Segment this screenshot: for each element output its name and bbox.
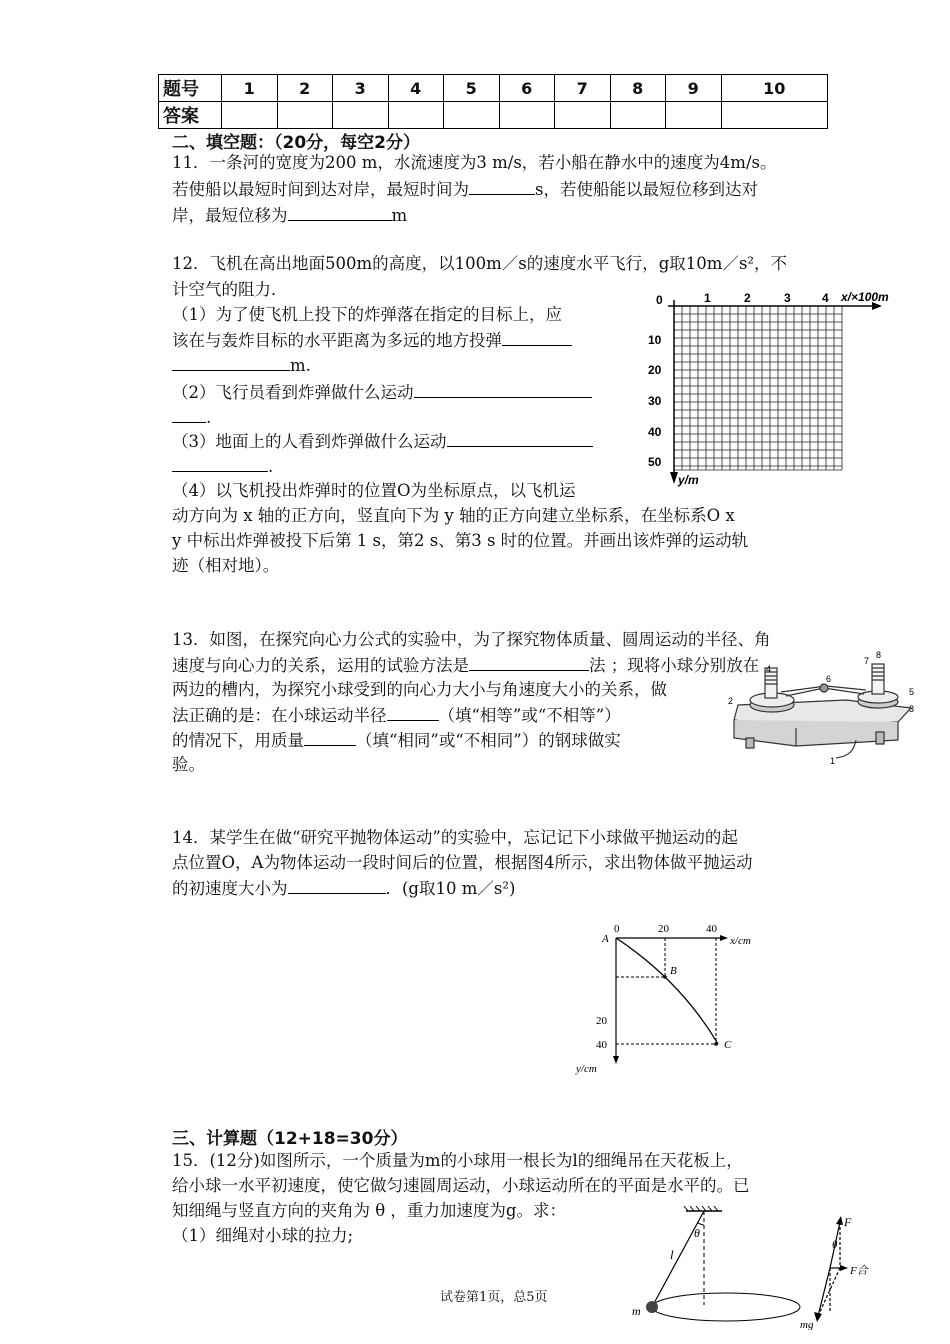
- apparatus-label: 2: [728, 696, 734, 706]
- pendulum-mass: m: [632, 1304, 641, 1318]
- answer-table-header-row: [159, 75, 828, 102]
- answer-cell[interactable]: [444, 102, 500, 129]
- apparatus-label: 8: [876, 650, 882, 660]
- q15-line3: 知细绳与竖直方向的夹角为 θ ，重力加速度为g。求：: [172, 1201, 566, 1220]
- answer-cell[interactable]: [388, 102, 444, 129]
- q12-blank-pilot-b[interactable]: [172, 404, 206, 423]
- q13-line6: 验。: [172, 755, 205, 774]
- graph-point-c: C: [724, 1039, 732, 1051]
- q11-text: s，若使船能以最短位移到达对: [535, 180, 758, 199]
- q13-text: 法正确的是：在小球运动半径: [172, 706, 387, 725]
- q13-text: 的情况下，用质量: [172, 731, 304, 750]
- q11-text: 岸，最短位移为: [172, 206, 288, 225]
- q12-text: （2）飞行员看到炸弹做什么运动: [172, 383, 414, 402]
- q12-blank-ground-b[interactable]: [172, 453, 268, 472]
- pendulum-ball: [646, 1301, 658, 1313]
- q11-blank-displacement[interactable]: [288, 202, 392, 221]
- question-number-cell: 7: [555, 75, 611, 102]
- pendulum-angle: θ: [694, 1226, 700, 1240]
- section-2-title: 二、填空题：（20分，每空2分）: [172, 133, 420, 153]
- force-mg-arrow-icon: [814, 1312, 822, 1322]
- q11-line2: [172, 176, 758, 203]
- q13-line4: [172, 702, 621, 729]
- grid-y-tick: 20: [648, 363, 662, 377]
- answer-cell[interactable]: [555, 102, 611, 129]
- question-number-cell: 1: [222, 75, 278, 102]
- q13-text: 速度与向心力的关系，运用的试验方法是: [172, 656, 469, 675]
- graph-point-b: B: [670, 965, 677, 977]
- graph-x-tick: 40: [706, 923, 717, 935]
- q13-line5: [172, 727, 621, 754]
- graph-y-tick: 20: [596, 1015, 607, 1027]
- q12-text: .: [268, 457, 274, 476]
- q13-line3: 两边的槽内，为探究小球受到的向心力大小与角速度大小的关系，做: [172, 680, 667, 699]
- q12-text: m.: [290, 356, 311, 375]
- section-3-title: 三、计算题（12+18=30分）: [172, 1129, 408, 1149]
- q12-blank-distance-a[interactable]: [502, 327, 572, 346]
- q12-line1: 12．飞机在高出地面500m的高度，以100m／s的速度水平飞行，g取10m／s²，不: [172, 254, 788, 273]
- q11-blank-time[interactable]: [469, 176, 535, 195]
- force-f-label: F: [844, 1215, 852, 1229]
- q12-blank-distance-b[interactable]: [172, 352, 290, 371]
- question-number-cell: 5: [444, 75, 500, 102]
- graph-x-arrow-icon: [720, 935, 728, 941]
- q12-p4a: （4）以飞机投出炸弹时的位置O为坐标原点，以飞机运: [172, 481, 576, 500]
- q11-text: 若使船以最短时间到达对岸，最短时间为: [172, 180, 469, 199]
- q14-text: 的初速度大小为: [172, 879, 288, 898]
- q15-line4: （1）细绳对小球的拉力;: [172, 1226, 354, 1245]
- grid-x-label: x/×100m: [841, 290, 889, 304]
- q15-line2: 给小球一水平初速度，使它做匀速圆周运动，小球运动所在的平面是水平的。已: [172, 1176, 750, 1195]
- force-angle-label: θ: [832, 1239, 838, 1251]
- grid-y-tick: 10: [648, 333, 662, 347]
- answer-cell[interactable]: [499, 102, 555, 129]
- graph-y-arrow-icon: [613, 1056, 619, 1064]
- answer-cell[interactable]: [610, 102, 666, 129]
- q14-line1: 14．某学生在做“研究平抛物体运动”的实验中，忘记记下小球做平抛运动的起: [172, 828, 738, 847]
- q13-blank-method[interactable]: [469, 652, 589, 671]
- force-mg-label: mg: [800, 1319, 814, 1330]
- q13-line1: 13．如图，在探究向心力公式的实验中，为了探究物体质量、圆周运动的半径、角: [172, 630, 771, 649]
- force-net-arrow-icon: [840, 1265, 848, 1271]
- page-footer: 试卷第1页，总5页: [440, 1290, 548, 1305]
- q15-force-diagram: [800, 1212, 880, 1330]
- graph-trajectory-curve: [616, 938, 718, 1044]
- grid-y-label: y/m: [678, 473, 699, 487]
- apparatus-label: 5: [909, 687, 915, 697]
- grid-x-tick: 4: [822, 291, 829, 305]
- q12-p3-end: [172, 453, 273, 480]
- answer-cell[interactable]: [666, 102, 722, 129]
- q13-text: （填“相同”或“不相同”）的钢球做实: [356, 731, 621, 750]
- grid-x-tick: 2: [744, 291, 751, 305]
- apparatus-label: 3: [909, 704, 915, 714]
- graph-y-label: y/cm: [576, 1063, 597, 1075]
- question-number-cell: 3: [333, 75, 389, 102]
- apparatus-label: 4: [766, 664, 772, 674]
- q12-blank-ground-a[interactable]: [447, 428, 593, 447]
- q13-blank-radius[interactable]: [387, 702, 439, 721]
- q12-p4c: y 中标出炸弹被投下后第 1 s，第2 s、第3 s 时的位置。并画出该炸弹的运动轨: [172, 531, 749, 550]
- q13-centripetal-apparatus: [726, 650, 921, 770]
- question-number-cell: 9: [666, 75, 722, 102]
- q14-trajectory-graph: [570, 920, 790, 1080]
- q12-text: （3）地面上的人看到炸弹做什么运动: [172, 432, 447, 451]
- graph-point-a: A: [602, 933, 609, 945]
- answer-table: [158, 74, 828, 129]
- graph-x-label: x/cm: [730, 935, 751, 947]
- q13-text: 法 ；现将小球分别放在: [589, 656, 760, 675]
- q11-line3: [172, 202, 407, 229]
- answer-cell[interactable]: [222, 102, 278, 129]
- q12-p2-end: [172, 404, 211, 431]
- q15-conical-pendulum: [630, 1203, 805, 1331]
- pendulum-length: l: [670, 1247, 674, 1262]
- apparatus-label: 7: [864, 656, 870, 666]
- q12-line2: 计空气的阻力．: [172, 280, 288, 299]
- apparatus-label: 1: [830, 756, 836, 766]
- q12-p3: [172, 428, 593, 455]
- graph-x-tick: 20: [658, 923, 669, 935]
- q13-blank-mass[interactable]: [304, 727, 356, 746]
- q12-text: .: [206, 408, 212, 427]
- q11-line1: 11．一条河的宽度为200 m，水流速度为3 m/s，若小船在静水中的速度为4m/s。: [172, 153, 777, 172]
- q12-text: 该在与轰炸目标的水平距离为多远的地方投弹: [172, 331, 502, 350]
- question-number-cell: 10: [721, 75, 828, 102]
- q15-line1: 15．(12分)如图所示，一个质量为m的小球用一根长为l的细绳吊在天花板上，: [172, 1151, 743, 1170]
- grid-y-tick: 50: [648, 455, 662, 469]
- graph-y-tick: 40: [596, 1039, 607, 1051]
- grid-y-tick: 30: [648, 394, 662, 408]
- question-number-cell: 2: [277, 75, 333, 102]
- q13-text: （填“相等”或“不相等”）: [438, 706, 621, 725]
- grid-x-tick: 0: [656, 293, 663, 307]
- answer-cell[interactable]: [721, 102, 828, 129]
- q12-p1c: [172, 352, 311, 379]
- q12-blank-pilot-a[interactable]: [414, 379, 592, 398]
- q14-line2: 点位置O，A为物体运动一段时间后的位置，根据图4所示，求出物体做平抛运动: [172, 853, 753, 872]
- apparatus-label: 6: [826, 674, 832, 684]
- q13-line2: [172, 652, 759, 679]
- q11-text: m: [391, 206, 408, 225]
- answer-cell[interactable]: [277, 102, 333, 129]
- q12-p2: [172, 379, 592, 406]
- graph-x-tick: 0: [614, 923, 620, 935]
- question-number-cell: 4: [388, 75, 444, 102]
- force-net-label: F合: [850, 1265, 868, 1277]
- grid-y-tick: 40: [648, 425, 662, 439]
- grid-y-arrow-icon: [670, 472, 678, 484]
- q14-line3: [172, 875, 515, 902]
- answer-table-answer-row: [159, 102, 828, 129]
- question-number-cell: 8: [610, 75, 666, 102]
- q12-p4d: 迹（相对地）。: [172, 556, 280, 575]
- question-number-header: 题号: [159, 75, 222, 102]
- grid-x-tick: 3: [784, 291, 791, 305]
- q14-text: ．(g取10 m／s²): [385, 879, 516, 898]
- answer-header: 答案: [159, 102, 222, 129]
- q12-p1a: （1）为了使飞机上投下的炸弹落在指定的目标上，应: [172, 305, 562, 324]
- q12-p4b: 动方向为 x 轴的正方向，竖直向下为 y 轴的正方向建立坐标系，在坐标系O x: [172, 506, 735, 525]
- q14-blank-velocity[interactable]: [288, 875, 386, 894]
- q12-coordinate-grid: [640, 288, 915, 488]
- grid-x-tick: 1: [704, 291, 711, 305]
- answer-cell[interactable]: [333, 102, 389, 129]
- question-number-cell: 6: [499, 75, 555, 102]
- q12-p1b: [172, 327, 572, 354]
